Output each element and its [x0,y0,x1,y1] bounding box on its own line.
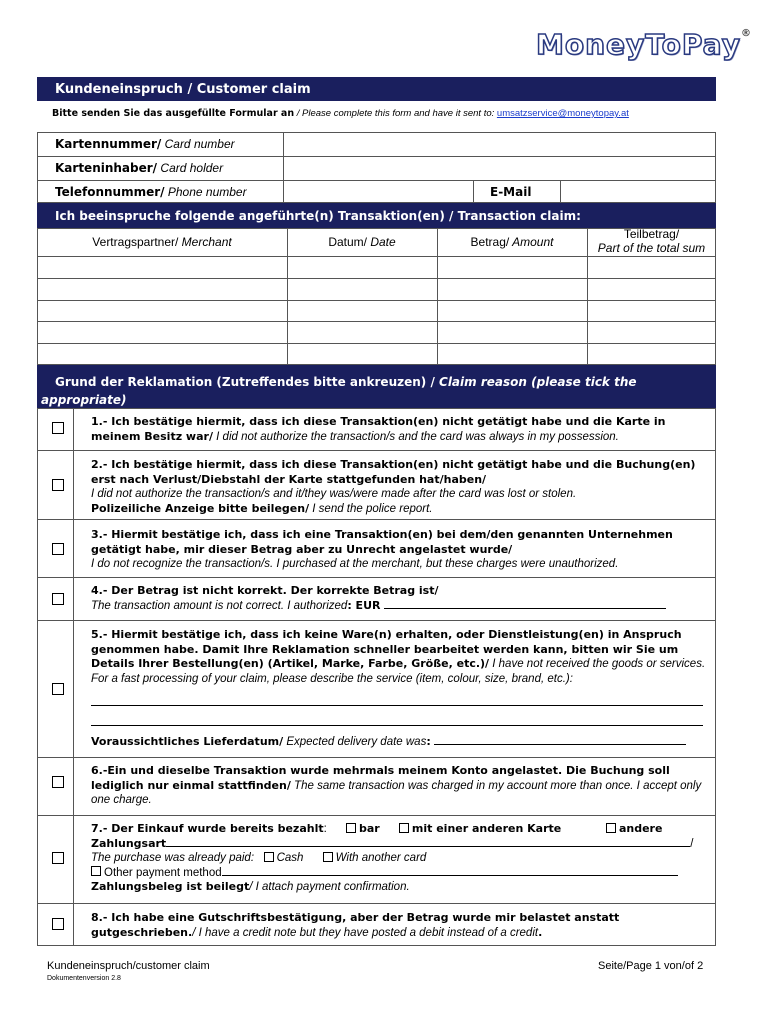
card-holder-label: Karteninhaber/ Card holder [55,161,224,175]
reason-4-text: 4.- Der Betrag ist nicht korrekt. Der korrekte Betrag ist/ The transaction amount is not correct. I authorized: EUR [91,584,711,613]
document-version: Dokumentenversion 2.8 [47,975,121,982]
claim-reason-bar [37,365,716,408]
email-label: E-Mail [490,185,532,199]
page-number: Seite/Page 1 von/of 2 [598,960,704,972]
phone-label: Telefonnummer/ Phone number [55,185,247,199]
card-holder-field[interactable] [285,158,714,178]
email-field[interactable] [562,182,714,202]
cash-en-checkbox[interactable] [264,852,274,862]
reason-1-checkbox[interactable] [52,422,64,434]
paid-other-method-checkbox[interactable] [606,823,616,833]
col-partial: Teilbetrag/ Part of the total sum [597,227,706,255]
reason-3-text: 3.- Hiermit bestätige ich, dass ich eine Transaktion(en) bei dem/den genannten Unternehmen getätigt habe, mir dieser Betrag aber zu Unrecht angelastet wurde/ I do not recognize the transaction/s. I purchased at the merchant, but these charges were unauthorized. [91,528,673,570]
reason-5-checkbox[interactable] [52,683,64,695]
reason-3-checkbox[interactable] [52,543,64,555]
transactions-title: Ich beeinspruche folgende angeführte(n) Transaktion(en) / Transaction claim: [55,209,581,223]
paid-other-card-checkbox[interactable] [399,823,409,833]
reason-7-text: 7.- Der Einkauf wurde bereits bezahlt: bar mit einer anderen Karte andere Zahlungsart / The purchase was already paid: Cash With another card Other payment method Zahlungsbeleg ist beilegt/ I attach payment confirmation. [91,822,694,893]
correct-amount-field[interactable] [384,608,666,609]
claim-reason-title-en: Claim reason (please tick the appropriate) [41,375,637,407]
reason-7-checkbox[interactable] [52,852,64,864]
delivery-date-text: Voraussichtliches Lieferdatum/ Expected delivery date was: [91,735,711,750]
phone-field[interactable] [285,182,472,202]
other-card-en-checkbox[interactable] [323,852,333,862]
reason-8-text: 8.- Ich habe eine Gutschriftsbestätigung, aber der Betrag wurde mir belastet anstatt gutgeschrieben./ I have a credit note but they have posted a debit instead of a credit. [91,911,620,939]
reason-4-checkbox[interactable] [52,593,64,605]
reason-8-checkbox[interactable] [52,918,64,930]
moneytopay-logo: MoneyToPay® [536,28,752,61]
col-amount: Betrag/ Amount [470,235,554,249]
send-instructions: Bitte senden Sie das ausgefüllte Formular an / Please complete this form and have it sent to: umsatzservice@moneytopay.at [52,108,629,119]
email-link[interactable]: umsatzservice@moneytopay.at [496,108,629,119]
other-payment-de-field[interactable] [166,846,690,847]
claim-reason-title-de: Grund der Reklamation (Zutreffendes bitte ankreuzen) / [55,375,440,389]
form-title: Kundeneinspruch / Customer claim [55,82,311,97]
reason-2-text: 2.- Ich bestätige hiermit, dass ich diese Transaktion(en) nicht getätigt habe und die Buchung(en) erst nach Verlust/Diebstahl der Karte stattgefunden hat/haben/ I did not authorize the transaction/s and it/they was/were made after the card was lost or stolen. Polizeiliche Anzeige bitte beilegen/ I send the police report. [91,458,696,515]
col-merchant: Vertragspartner/ Merchant [92,235,232,249]
reason-6-checkbox[interactable] [52,776,64,788]
other-method-en-checkbox[interactable] [91,866,101,876]
form-title-bar [37,77,716,101]
footer-title: Kundeneinspruch/customer claim [47,960,210,972]
reason-5-text: 5.- Hiermit bestätige ich, dass ich keine Ware(n) erhalten, oder Dienstleistung(en) in Anspruch genommen habe. Damit Ihre Reklamation schneller bearbeitet werden kann, bitten wir Sie um Details Ihrer Bestellung(en) (Artikel, Marke, Farbe, Größe, etc.)/ I have not received the goods or services. For a fast processing of your claim, please describe the service (item, colour, size, brand, etc.): [91,628,706,685]
col-date: Datum/ Date [328,235,396,249]
reason-6-text: 6.-Ein und dieselbe Transaktion wurde mehrmals meinem Konto angelastet. Die Buchung soll lediglich nur einmal stattfinden/ The same transaction was charged in my account more than once. I accept only one charge. [91,764,702,806]
transactions-bar [37,203,716,228]
service-description-line-2[interactable] [91,725,703,726]
card-number-label: Kartennummer/ Card number [55,137,235,151]
service-description-line-1[interactable] [91,705,703,706]
card-number-field[interactable] [285,134,714,154]
other-payment-en-field[interactable] [222,875,678,876]
reason-1-text: 1.- Ich bestätige hiermit, dass ich diese Transaktion(en) nicht getätigt habe und die Karte in meinem Besitz war/ I did not authorize the transaction/s and the card was always in my possession. [91,415,666,443]
delivery-date-field[interactable] [434,744,686,745]
reason-2-checkbox[interactable] [52,479,64,491]
paid-cash-checkbox[interactable] [346,823,356,833]
